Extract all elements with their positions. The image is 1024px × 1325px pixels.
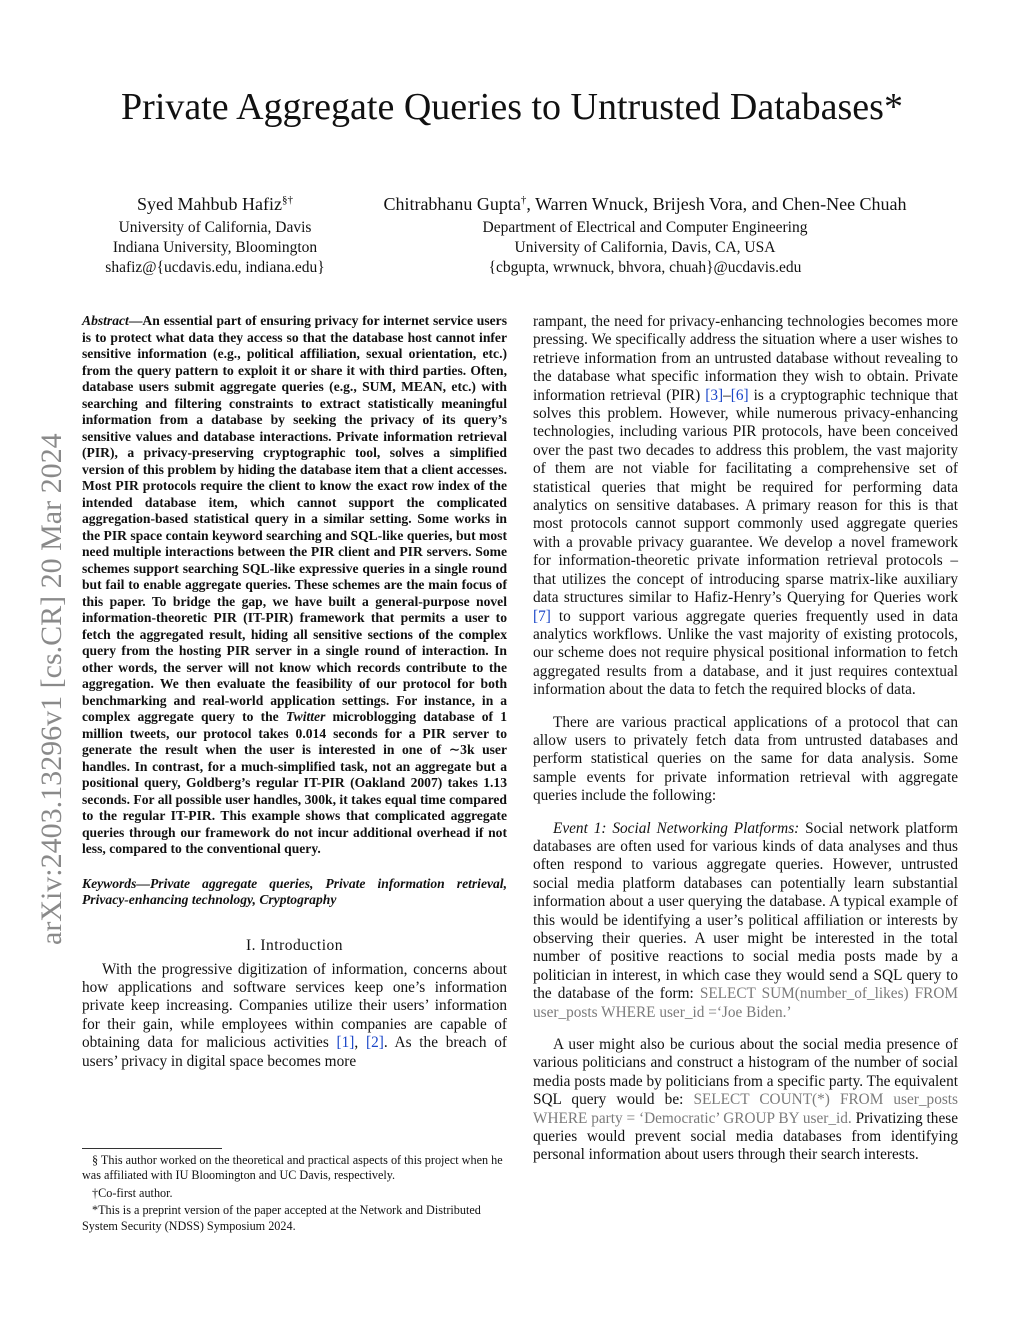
paper-title: Private Aggregate Queries to Untrusted Databases*: [121, 86, 903, 128]
citation-link[interactable]: [3]: [705, 386, 724, 404]
author-names: Chitrabhanu Gupta†, Warren Wnuck, Brijesh Vora, and Chen-Nee Chuah: [383, 194, 907, 214]
histogram-paragraph: A user might also be curious about the social media presence of various politicians and construct a histogram of the number of social media posts made by politicians from a specific party. The equivalent SQL query would be: SELECT COUNT(*) FROM user_posts WHERE party = ‘Democratic’ GROUP BY user_id. Privatizing these queries would prevent social media databases from identifying personal information about users through their search interests.: [533, 1036, 958, 1164]
footnotes: [82, 1148, 507, 1236]
citation-link[interactable]: [7]: [533, 607, 551, 625]
author-block-right: [340, 188, 950, 278]
keywords: Keywords—Private aggregate queries, Private information retrieval, Privacy-enhancing technology, Cryptography: [82, 875, 507, 907]
footnote-rule: [82, 1148, 222, 1149]
citation-link[interactable]: [6]: [730, 386, 749, 404]
author-affiliation: Department of Electrical and Computer Engineering: [482, 219, 808, 236]
footnote: § This author worked on the theoretical and practical aspects of this project when he was affiliated with IU Bloomington and UC Davis, respectively.: [82, 1153, 503, 1183]
author-affiliation: Indiana University, Bloomington: [112, 239, 318, 256]
citation-link[interactable]: [2]: [365, 1034, 384, 1052]
intro-paragraph-continued: rampant, the need for privacy-enhancing technologies becomes more pressing. We specifically address the situation where a user wishes to retrieve information from an untrusted database without revealing to the database what specific information they wish to obtain. Private information retrieval (PIR) [3]–[6] is a cryptographic technique that solves this problem. However, while numerous privacy-enhancing technologies, including various PIR protocols, have been conceived over the past two decades to address this problem, the vast majority of them are not viable for facilitating a comprehensive set of statistical queries that might be required for performing data analytics on sensitive databases. A primary reason for this is that most protocols cannot support commonly used aggregate queries with a provable privacy guarantee. We develop a novel framework for information-theoretic private information retrieval protocols – that utilizes the concept of introducing sparse matrix-like auxiliary data structures similar to Hafiz-Henry’s Querying for Queries work [7] to support various aggregate queries frequently used in data analytics workflows. Unlike the vast majority of existing protocols, our scheme does not require physical positional information to fetch aggregated results from a database, and it just requires contextual information about the data to fetch the required blocks of data.: [533, 313, 959, 699]
arxiv-identifier: arXiv:2403.13296v1 [cs.CR] 20 Mar 2024: [35, 433, 68, 945]
author-email: {cbgupta, wrwnuck, bhvora, chuah}@ucdavis.edu: [488, 259, 802, 276]
author-name: Syed Mahbub Hafiz§†: [137, 194, 293, 214]
sql-query: SELECT SUM(number_of_likes) FROM user_posts WHERE user_id =‘Joe Biden.’: [533, 985, 958, 1021]
author-block-left: [80, 188, 350, 278]
left-column: [82, 313, 507, 1071]
section-heading: I. Introduction: [245, 936, 344, 954]
sql-query: SELECT COUNT(*) FROM user_posts WHERE party = ‘Democratic’ GROUP BY user_id.: [533, 1091, 958, 1127]
author-affiliation: University of California, Davis, CA, USA: [514, 239, 776, 256]
author-email: shafiz@{ucdavis.edu, indiana.edu}: [105, 259, 325, 276]
citation-link[interactable]: [1]: [336, 1034, 355, 1052]
event-paragraph: Event 1: Social Networking Platforms: Social network platform databases are often used for various kinds of data analyses and thus often respond to various aggregate queries. However, untrusted social media platform databases can potentially learn substantial information about a user querying the database. A typical example of this would be identifying a user’s political affiliation or interests by observing their queries. A user might be interested in the total number of positive reactions to social media posts made by a politician in interest, in which case they would send a SQL query to the database of the form: SELECT SUM(number_of_likes) FROM user_posts WHERE user_id =‘Joe Biden.’: [533, 819, 958, 1021]
footnote: †Co-first author.: [92, 1185, 173, 1200]
author-affiliation: University of California, Davis: [118, 219, 312, 236]
intro-paragraph: With the progressive digitization of information, concerns about how applications and software services keep one’s information private keep increasing. Companies utilize their users’ information for their gain, while employees within companies are capable of obtaining data for malicious activities [1], [2]. As the breach of users’ privacy in digital space becomes more: [82, 960, 507, 1070]
abstract: Abstract—An essential part of ensuring privacy for internet service users is to protect what data they access so that the database host cannot infer sensitive information (e.g., political affiliation, sexual orientation, etc.) from the query pattern to exploit it or share it with third parties. Often, database users submit aggregate queries (e.g., SUM, MEAN, etc.) with searching and filtering constraints to extract statistically meaningful information from a database by seeking the privacy of its query’s sensitive values and database interactions. Private information retrieval (PIR), a privacy-preserving cryptographic tool, solves a simplified version of this problem by hiding the database item that a client accesses. Most PIR protocols require the client to know the exact row index of the intended database item, which cannot support the complicated aggregation-based statistical query in a similar setting. Some works in the PIR space contain keyword searching and SQL-like queries, but most need multiple interactions between the PIR client and PIR servers. Some schemes support searching SQL-like expressive queries in a single round but fail to enable aggregate queries. These schemes are the main focus of this paper. To bridge the gap, we have built a general-purpose novel information-theoretic PIR (IT-PIR) framework that permits a user to fetch the aggregated result, hiding all sensitive sections of the complex query from the hosting PIR server in a single round of interaction. In other words, the server will not know which records contribute to the aggregation. We then evaluate the feasibility of our protocol for both benchmarking and real-world application settings. For instance, in a complex aggregate query to the Twitter microblogging database of 1 million tweets, our protocol takes 0.014 seconds for a PIR server to generate the result when the user is interested in one of ∼3k user handles. In contrast, for a much-simplified task, not an aggregate but a positional query, Goldberg’s regular IT-PIR (Oakland 2007) takes 1.13 seconds. For all possible user handles, 300k, it takes equal time compared to the regular IT-PIR. This example shows that complicated aggregate queries through our framework do not incur additional overhead if not less, compared to the conventional query.: [82, 313, 508, 856]
footnote: *This is a preprint version of the paper accepted at the Network and Distributed System Security (NDSS) Symposium 2024.: [82, 1203, 481, 1233]
right-column: [533, 313, 958, 1165]
applications-paragraph: There are various practical applications of a protocol that can allow users to privately fetch data from untrusted databases and perform statistical queries on the same for data analysis. Some sample events for private information retrieval with aggregate queries include the following:: [533, 713, 958, 805]
